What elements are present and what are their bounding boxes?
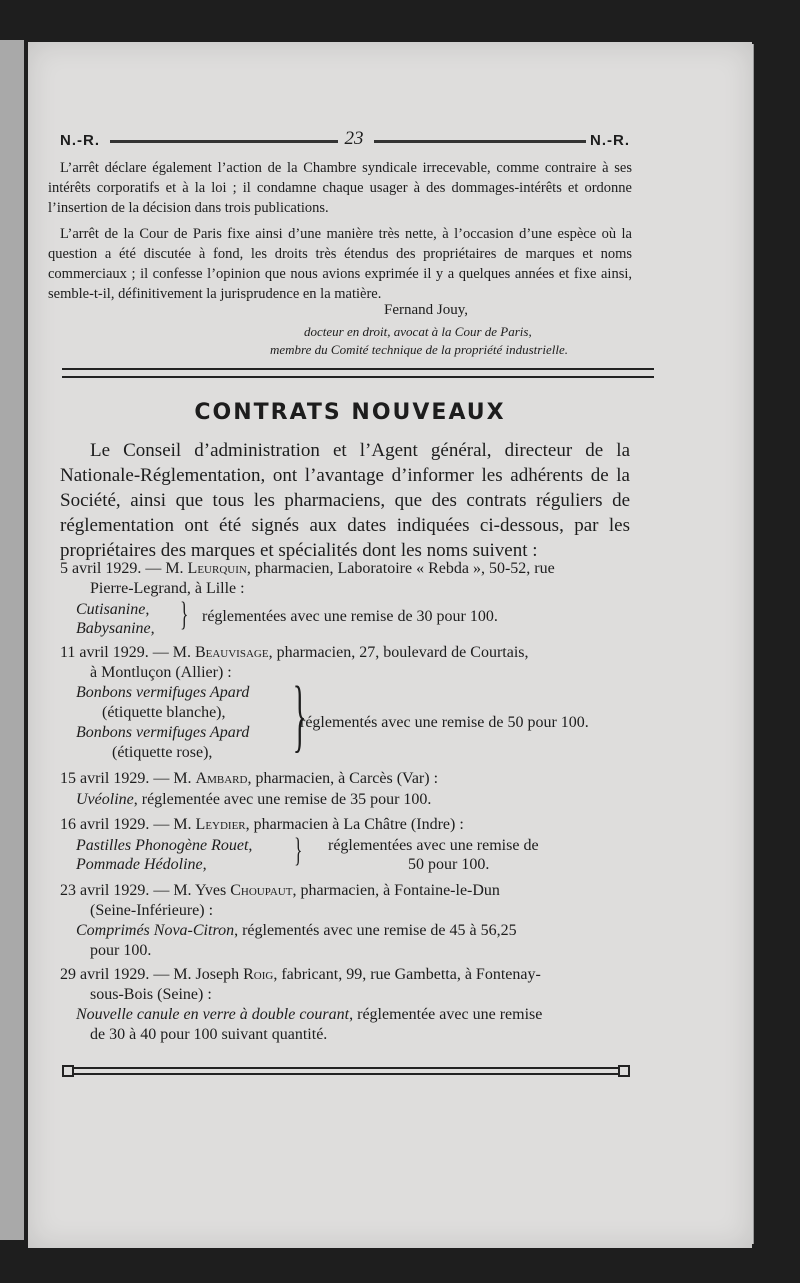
entry-6-line-1: 29 avril 1929. — M. Joseph Roig, fabricant, 99, rue Gambetta, à Fontenay- <box>60 966 541 983</box>
entry-2-product-2-label: (étiquette rose), <box>112 744 213 761</box>
section-rule-top <box>62 368 654 370</box>
footer-rule-top <box>72 1067 620 1069</box>
header-rule-right <box>374 140 586 143</box>
entry-4-product-2: Pommade Hédoline, <box>76 856 207 873</box>
footer-ornament-left <box>62 1065 74 1077</box>
entry-2-product-2: Bonbons vermifuges Apard <box>76 724 250 741</box>
adjacent-page-edge <box>0 40 24 1240</box>
signature-title-1: docteur en droit, avocat à la Cour de Paris, <box>304 324 532 339</box>
section-title: CONTRATS NOUVEAUX <box>194 400 506 425</box>
entry-6-line-3: Nouvelle canule en verre à double courant, réglementée avec une remise <box>76 1006 543 1023</box>
entry-2-product-1-label: (étiquette blanche), <box>102 704 226 721</box>
page-number: 23 <box>344 128 364 149</box>
entry-5-line-4: pour 100. <box>90 942 152 959</box>
footer-rule-bottom <box>72 1073 620 1075</box>
entry-2-terms: réglementés avec une remise de 50 pour 100. <box>300 714 589 731</box>
entry-1-product-1: Cutisanine, <box>76 601 150 618</box>
header-right: N.-R. <box>590 132 630 149</box>
entry-3-line-2: Uvéoline, réglementée avec une remise de 35 pour 100. <box>76 791 432 808</box>
entry-1-product-2: Babysanine, <box>76 620 155 637</box>
entry-5-line-3: Comprimés Nova-Citron, réglementés avec une remise de 45 à 56,25 <box>76 922 517 939</box>
entry-4-brace: } <box>294 832 303 869</box>
entry-4-terms-1: réglementées avec une remise de <box>328 837 539 854</box>
entry-5-line-1: 23 avril 1929. — M. Yves Choupaut, pharmacien, à Fontaine-le-Dun <box>60 882 500 899</box>
signature-title-2: membre du Comité technique de la propriété industrielle. <box>270 342 568 357</box>
entry-5-line-2: (Seine-Inférieure) : <box>90 902 214 919</box>
entry-2-brace: } <box>292 669 307 760</box>
section-intro: Le Conseil d’administration et l’Agent général, directeur de la Nationale-Réglementation, ont l’avantage d’informer les adhérents de la Société, ainsi que tous les pharmaciens, que des contrats réguliers de réglementation ont été signés aux dates indiquées ci-dessous, par les propriétaires des marques et spécialités dont les noms suivent : <box>60 440 630 561</box>
footer-ornament-right <box>618 1065 630 1077</box>
entry-4-product-1: Pastilles Phonogène Rouet, <box>76 837 253 854</box>
entry-3-line-1: 15 avril 1929. — M. Ambard, pharmacien, à Carcès (Var) : <box>60 770 439 787</box>
document-page <box>28 42 752 1248</box>
entry-1-line-1: 5 avril 1929. — M. Leurquin, pharmacien, Laboratoire « Rebda », 50-52, rue <box>60 560 555 577</box>
entry-4-line-1: 16 avril 1929. — M. Leydier, pharmacien à La Châtre (Indre) : <box>60 816 464 833</box>
entry-4-terms-2: 50 pour 100. <box>408 856 490 873</box>
section-rule-bottom <box>62 376 654 378</box>
entry-6-line-2: sous-Bois (Seine) : <box>90 986 212 1003</box>
header-rule-left <box>110 140 338 143</box>
entry-2-line-2: à Montluçon (Allier) : <box>90 664 232 681</box>
intro-paragraph-1: L’arrêt déclare également l’action de la Chambre syndicale irrecevable, comme contraire à ses intérêts corporatifs et à la loi ; il condamne chaque usager à des dommages-intérêts et ordonne l’insertion de la décision dans trois publications. <box>48 160 632 216</box>
entry-1-brace: } <box>180 596 189 633</box>
entry-6-line-4: de 30 à 40 pour 100 suivant quantité. <box>90 1026 328 1043</box>
entry-1-line-2: Pierre-Legrand, à Lille : <box>90 580 245 597</box>
signature-name: Fernand Jouy, <box>384 302 469 318</box>
entry-2-line-1: 11 avril 1929. — M. Beauvisage, pharmacien, 27, boulevard de Courtais, <box>60 644 529 661</box>
entry-1-terms: réglementées avec une remise de 30 pour 100. <box>202 608 498 625</box>
intro-paragraph-2: L’arrêt de la Cour de Paris fixe ainsi d’une manière très nette, à l’occasion d’une espèce où la question a été discutée à fond, les droits très étendus des propriétaires de marques et noms commerciaux ; il confesse l’opinion que nous avions exprimée il y a quelques années et fixe ainsi, semble-t-il, définitivement la jurisprudence en la matière. <box>48 226 632 302</box>
header-left: N.-R. <box>60 132 100 149</box>
entry-2-product-1: Bonbons vermifuges Apard <box>76 684 250 701</box>
